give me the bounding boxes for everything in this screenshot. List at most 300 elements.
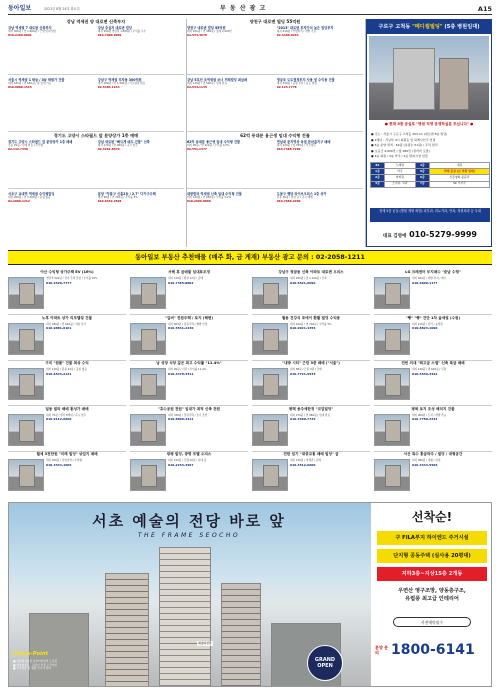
classified-ad-heading: 경기도 고양시 스타필드 앞 분양상가 1층 매매: [53, 133, 139, 138]
listing-item: [252, 316, 370, 361]
listing-heading: 전한 임기 "대중교통 매매 빌딩" 급: [283, 452, 339, 457]
listing-phone: 010-6600-1177: [412, 280, 438, 285]
listing-details: 대지 250평 연면적 1,600평 / 수익률 우수: [97, 30, 147, 34]
listing-item: [130, 407, 248, 452]
building-shape: [19, 420, 35, 442]
listing-heading: "길버" 전원주택 / 토지 (해변): [164, 315, 214, 320]
building-shape: [263, 374, 279, 396]
listing-phone: 02-3490-0234: [276, 32, 299, 37]
landmark-label: 예술의전당: [198, 640, 212, 645]
listing-item: [8, 270, 126, 315]
floor-tenant: 신흥영화 통증과: [429, 175, 489, 181]
listing-photo: [130, 368, 166, 400]
listing-title: 양천구 대로변 빌딩 55억원: [187, 26, 226, 31]
listing-title: 강남 대로변 "빠르게 매도 건물" 신축: [97, 140, 150, 145]
listing-heading: 광평 빌딩, 광명 모텔 오피스: [166, 452, 212, 457]
floor-label: 7층: [415, 181, 429, 187]
feature-bullet: ● 주소 : 서울시 구로구 고척동 253-11 (대로변 8층 빌딩): [371, 132, 448, 136]
listing-phone: 02-5484-1233: [97, 84, 120, 89]
listing-phone: 010-9880-1515: [8, 84, 32, 89]
vacancy-notice: ● 현재 5층 공실로 "병원 직영 운영하실분 모십니다" ●: [384, 122, 474, 126]
tower-building: [159, 547, 211, 687]
ad-info-panel: [371, 503, 492, 687]
floor-tenant: 노래방: [385, 163, 416, 169]
building-shape: [19, 329, 35, 351]
floor-label: 3층: [371, 181, 385, 187]
listings-grid: [8, 270, 492, 498]
issue-date: 2021년 8월 24일 화요일: [44, 7, 80, 11]
listing-text: [412, 414, 492, 422]
model-house-note: 사전예약필수: [393, 617, 471, 627]
feature-title-highlight: "메디컬빌딩": [412, 24, 443, 30]
sales-contact: [375, 633, 489, 681]
listing-title: 대한빌라 역세권 신축 임대 수익형 건물: [187, 192, 242, 196]
listing-heading: 평택 용주세한정 "코업빌딩": [288, 406, 334, 411]
listing-title: 경기도 고양시 스타필드 앞 분양상가 1층 매매: [8, 140, 73, 145]
listing-phone: 010-7365-8802: [168, 280, 194, 285]
listing-phone: 010-5541-2230: [168, 326, 194, 331]
listing-photo: [8, 459, 44, 491]
listing-phone: 010-7000-9001: [97, 32, 122, 37]
listing-details: 대지 140평 / 연 650평 / 수익률 5.2%: [187, 196, 232, 200]
floor-tenant: SK 기지국: [429, 181, 489, 187]
ad-headline: 서초 예술의 전당 바로 앞: [92, 512, 286, 530]
listing-details: 대지 160평 / 연 700평 / 수익률 5%: [290, 322, 332, 326]
building-shape: [385, 329, 401, 351]
listing-photo: [252, 459, 288, 491]
feature-bullet: ● 5층 분양 면적 : 62평 (실평수 51평) / 주차 편리: [371, 143, 438, 148]
floor-directory-table: [370, 162, 490, 188]
floor-label: 5층: [415, 169, 429, 175]
sales-contact-label: 분양 문의: [375, 645, 388, 655]
listing-details: 대지 180평 / 연 1,400평 / 리모델링 완료: [97, 82, 146, 86]
listing-phone: 010-2600-8860: [187, 198, 211, 203]
block-separator: [187, 131, 363, 132]
listing-title: "2013" 대로변 투자가치 높은 빌딩부지: [276, 26, 334, 31]
classified-listing: [98, 26, 184, 38]
listing-phone: 010-4512-6600: [290, 462, 316, 467]
building-shape: [393, 48, 435, 110]
classified-listing: [277, 26, 363, 38]
listing-phone: 02-533-1135: [187, 84, 207, 89]
listing-item: [130, 316, 248, 361]
floor-tenant: 현재 공실 (모 의원 임대): [429, 169, 489, 175]
listing-text: [412, 459, 492, 467]
listing-photo: [374, 414, 410, 446]
listing-text: [412, 323, 492, 331]
classified-listing: [187, 26, 273, 38]
listing-details: 대지 88평 / 근린 3층 / 급매: [290, 368, 322, 372]
listing-title: 영등포 도로결정부지 사용 및 수익용 건물: [276, 78, 335, 82]
listing-text: [46, 277, 126, 285]
classified-listing: [187, 192, 273, 204]
listing-photo: [374, 368, 410, 400]
grand-open-badge: GRAND OPEN: [307, 645, 343, 681]
listing-photo: [374, 323, 410, 355]
listing-details: 전용 36평 / 임대 중 / 즉시 매매: [276, 196, 313, 200]
listing-photo: [130, 459, 166, 491]
listing-details: 대지 130평 / 역세권 / 급매: [290, 459, 321, 463]
listing-phone: 010-2260-0001: [8, 32, 32, 37]
classified-ad-heading: 강남 역세권 양 대로변 신축부지: [66, 19, 126, 24]
listing-details: 대지 165평 / 연 650평 / 통 임대 가능: [8, 82, 52, 86]
listing-photo: [252, 277, 288, 309]
feature-bullet: ● 4층 의원 / 3층 약국 / 1층 편의시설 입점: [371, 154, 428, 159]
classified-ad-block: [8, 190, 184, 245]
block-separator: [8, 131, 184, 132]
feature-contact: [370, 226, 490, 244]
listing-item: [374, 316, 492, 361]
floor-label: 2층: [371, 175, 385, 181]
classified-listing: [187, 78, 273, 90]
floor-tenant: 약국: [385, 169, 416, 175]
listing-details: 대지 130평 / 연 590평 / 임대 완료: [187, 82, 227, 86]
classified-ad-block: [187, 76, 363, 131]
building-shape: [19, 465, 35, 487]
listing-item: [252, 361, 370, 406]
listing-details: 대지 520평 / 공장 부지 / 용도 변경: [276, 82, 317, 86]
listing-phone: 010-2520-7777: [46, 280, 72, 285]
listing-title: 서초구 교대역 역세권 수익형빌딩: [8, 192, 55, 196]
listing-item: [374, 361, 492, 406]
listing-photo: [252, 414, 288, 446]
check-point-title: Check-Point: [13, 651, 49, 657]
listing-title: 도봉구 행당 라이브오피스 1층 상가: [276, 192, 327, 196]
listing-details: 대지 220평 / 연 780평 / 리모델링: [276, 144, 316, 148]
feature-note-box: 현재 5층 공실 (병원 개원 희망) 피부과, 비뇨기과, 안과, 정형외과 등 우대: [370, 208, 490, 222]
listing-phone: 02-551-1377: [187, 146, 207, 151]
feature-bullet: ● 보증금 4,000만 / 월 280만 (관리비 포함): [371, 148, 430, 153]
listing-phone: 010-6543-2121: [46, 371, 72, 376]
listing-item: [374, 270, 492, 315]
listing-photo: [130, 323, 166, 355]
floor-tenant: 소아과, 치과: [385, 181, 416, 187]
listing-title: 강남구 역세권 투자용 300억원: [97, 78, 142, 82]
recommended-listings-banner: 동아일보 부동산 추천매물 (매주 화, 금 게재) 부동산 광고 문의 : 02-2058-1211: [8, 250, 492, 265]
listing-item: [130, 270, 248, 315]
classified-listing: [98, 192, 184, 204]
check-point-line: ■ 지하철 3호선 남부터미널역 도보권: [13, 659, 58, 664]
listing-divider: [130, 314, 248, 315]
listing-phone: 010-2233-4567: [168, 462, 194, 467]
classified-ad-block: [8, 19, 184, 74]
listing-item: [252, 452, 370, 497]
listing-divider: [8, 405, 126, 406]
column-divider: [365, 19, 366, 247]
listing-details: 대지 380평 / 대형 / 임대: [412, 459, 441, 463]
floor-label: 6층: [415, 175, 429, 181]
building-shape: [19, 374, 35, 396]
listing-text: [168, 459, 248, 467]
frame-seocho-ad: [8, 502, 492, 687]
listing-text: [412, 368, 492, 376]
listing-heading: 아산 수익형 상가주택 EV (16%): [40, 270, 94, 274]
listing-item: [8, 452, 126, 497]
listing-details: 대지 140평 / 연 620평 / 신축: [412, 368, 447, 372]
listing-heading: 월세 3천만원 "미래 빌딩" 상업지 매매: [36, 452, 98, 457]
listing-phone: 010-4478-3311: [168, 371, 194, 376]
listing-photo: [8, 277, 44, 309]
classified-listing: [8, 192, 94, 204]
listing-photo: [252, 368, 288, 400]
building-shape: [19, 283, 35, 305]
listing-divider: [252, 405, 370, 406]
listing-details: 대지 200평 / 연 1,100평 / 신축: [290, 277, 327, 280]
listing-phone: 010-6332-2504: [97, 198, 122, 203]
listing-item: [130, 361, 248, 406]
floor-label: B1: [371, 163, 385, 169]
classified-ad-block: [187, 190, 363, 245]
listing-details: 대지 210평 / 상가 / 숲세권: [412, 322, 443, 326]
listing-phone: 010-8823-1090: [412, 326, 438, 331]
listing-phone: 010-7789-2244: [412, 417, 438, 422]
listing-title: 강남 중심지 대로변 빌딩: [97, 26, 132, 31]
background-building: [29, 613, 89, 687]
listing-details: 대지 90평 / 연 410평 / 수익률 4.5%: [187, 144, 230, 148]
sales-phone: 1800-6141: [391, 642, 475, 658]
listing-details: 대지 150평 / 모텔 20실 / 임대 중: [168, 459, 207, 463]
listing-title: 분당 "꾸룡구 신흥2동 / 2,7" 다가구주택: [97, 192, 156, 196]
feature-ad-title: [367, 20, 491, 34]
check-point-line: ■ 예술의전당 · 우면산 인접 프리미엄: [13, 662, 58, 667]
listing-details: 대지 170평 / 연 960평 / 즉시 입주: [97, 144, 138, 148]
listing-phone: 02-2000-1212: [8, 198, 30, 203]
listing-text: [290, 459, 370, 467]
listing-details: 대지 200평 / 연 1,300평 / 공실 없음: [8, 196, 51, 200]
feature-description: [371, 587, 492, 603]
listing-item: [130, 452, 248, 497]
listing-divider: [252, 314, 370, 315]
listing-text: [46, 459, 126, 467]
masthead: [8, 5, 492, 15]
building-shape: [385, 420, 401, 442]
listing-details: 대지 180평 / 연 820평 / 저층 상가: [46, 322, 86, 326]
classified-listing: [8, 26, 94, 38]
listing-phone: 02-132-7350: [8, 146, 28, 151]
classified-ad-block: [187, 133, 363, 188]
listing-title: 서울시 역세권 1 학동 / 3동 학원가 건물: [8, 78, 65, 82]
listing-details: 대지 75평 / 빌라 8세대 / 즉시 입주: [46, 413, 87, 417]
listing-title: 62억 동대문 용근생 임대 수익형 건물: [187, 140, 241, 145]
listing-details: 전용 25평 / 임대 완료 / 수익형: [8, 144, 44, 148]
listing-title: 강남 5호선 초역세권 보너 거래빌딩 최급매: [187, 78, 248, 82]
listing-divider: [130, 405, 248, 406]
listing-phone: 010-7388-7290: [276, 146, 301, 151]
listing-details: 대지 98평 / 연 210평 / 수익률 5%: [97, 196, 138, 200]
listing-divider: [374, 314, 492, 315]
listing-divider: [8, 314, 126, 315]
listing-text: [46, 414, 126, 422]
classified-listing: [277, 78, 363, 90]
building-shape: [385, 283, 401, 305]
listing-heading: LG 크레센터 부지매수 "증남 수령": [405, 270, 461, 274]
listing-photo: [130, 414, 166, 446]
listing-title: 연남대 문지역상 독점 본마을지구 매매: [276, 140, 331, 145]
listing-heading: 노후 아파트 상가 리모델링 건물: [41, 315, 93, 320]
listing-column: [8, 270, 126, 498]
building-shape: [385, 465, 401, 487]
listing-text: [290, 277, 370, 285]
listing-text: [46, 368, 126, 376]
listing-heading: "내방 시티" 근린 3층 매매 ("서울"): [282, 361, 340, 366]
building-shape: [263, 420, 279, 442]
first-come-title: 선착순!: [411, 510, 453, 524]
listing-details: 대지 270평 / 연 980평 / 임대 완료: [290, 413, 330, 417]
listing-item: [252, 407, 370, 452]
listing-title: 강남 역세권 7 대로변 신축부지: [8, 26, 52, 31]
building-shape: [439, 58, 469, 110]
listing-item: [374, 407, 492, 452]
listing-heading: 월동 건강식 포에이 환활 빌딩 수익용: [281, 315, 341, 320]
listing-phone: 010-9881-0101: [46, 326, 72, 331]
listing-details: 대지 300평 / 연 1,000평 / 근생 임대 양호: [8, 30, 57, 34]
listing-heading: 구미 "원룸" 건물 최상 수익: [45, 361, 89, 366]
listing-details: 대지 105평 / 연 480평 / 월세 2,400만: [187, 30, 232, 34]
listing-text: [168, 414, 248, 422]
listing-phone: 010-3344-1005: [46, 462, 72, 467]
listing-text: [412, 277, 492, 285]
listing-phone: 010-9921-4455: [290, 326, 316, 331]
listing-details: 대지 900평 / 토지 / 개발 가능: [412, 413, 447, 417]
feature-line: 유럽풍 최고급 인테리어: [405, 596, 459, 602]
column-divider: [186, 19, 187, 247]
listing-phone: 02-123-7778: [276, 84, 297, 89]
listing-photo: [8, 323, 44, 355]
listing-text: [168, 277, 248, 285]
block-separator: [187, 188, 363, 189]
listing-item: [8, 407, 126, 452]
listing-text: [168, 368, 248, 376]
classified-ad-block: [8, 133, 184, 188]
feature-bullet: ● 2개년 : 서남부 4시 회원등 및 퇴계사인주 연결: [371, 137, 436, 142]
building-shape: [141, 283, 157, 305]
page-number: A15: [477, 5, 492, 13]
feature-box: 구 FILA부지 하이엔드 주거시설: [377, 531, 487, 545]
tower-building: [221, 583, 261, 687]
block-separator: [187, 74, 363, 75]
listing-photo: [374, 277, 410, 309]
listing-details: 대지 95평 / 식당 / 수익률 11.4%: [168, 368, 207, 372]
listing-phone: 010-5540-3322: [412, 371, 438, 376]
check-point-box: [13, 651, 123, 671]
listing-details: 대지 330평 / 전원주택 / 호수 조망: [168, 413, 208, 417]
listing-text: [46, 323, 126, 331]
listing-divider: [374, 405, 492, 406]
ad-subline: THE FRAME SEOCHO: [137, 532, 241, 539]
floor-tenant: 내과: [429, 163, 489, 169]
listing-heading: 전빈 의대 "회고급 스엘" 신축 특급 매매: [401, 361, 465, 366]
listing-phone: 010-7721-5533: [290, 371, 316, 376]
building-shape: [263, 283, 279, 305]
check-point-line: ■ 우수학군 및 생활 인프라 완비: [13, 666, 51, 671]
section-title: 부 동 산 광 고: [220, 5, 267, 12]
listing-details: 대지 410평 / 상업지역 / 개발 가능: [276, 30, 316, 34]
block-separator: [8, 74, 184, 75]
classified-listing: [8, 78, 94, 90]
building-shape: [263, 329, 279, 351]
contact-label: 대표 김영애: [383, 234, 407, 239]
classified-ad-heading: 양천구 대로변 빌딩 55억원: [249, 19, 301, 24]
listing-details: 대지 250평 / 상업지역 / 수익형: [46, 459, 82, 463]
block-separator: [8, 188, 184, 189]
feature-line: 우면산 영구조망, 양동층구조,: [398, 588, 466, 594]
listing-heading: 강남구 청담동 신축 아파트 대로변 오피스: [278, 270, 344, 274]
listing-photo: [374, 459, 410, 491]
listing-heading: 서산 특수 홍급라주 / 빌딩 / 대형공간: [403, 452, 463, 457]
building-shape: [141, 329, 157, 351]
listing-details: 대지 120평 / 원룸 24실 / 공실 없음: [46, 368, 87, 372]
feature-box: 단지형 공동주택 (실사용 20평대): [377, 549, 487, 563]
listing-phone: 010-8890-4411: [168, 417, 194, 422]
listing-heading: 일동 빌라 매매 통성가 매매: [45, 406, 89, 411]
building-photo: [369, 36, 489, 120]
classified-ad-block: [8, 76, 184, 131]
listing-text: [290, 414, 370, 422]
classified-listing: [98, 140, 184, 152]
floor-label: 4층: [415, 163, 429, 169]
listing-phone: 02-534-4970: [187, 32, 207, 37]
listing-text: [290, 368, 370, 376]
listing-phone: 02-3262-8570: [97, 146, 120, 151]
listing-details: 대지 500평 / 개발 부지 / 매수: [412, 277, 447, 280]
classified-ad-heading: 62억 동대문 용근생 임대 수익형 건물: [240, 133, 310, 138]
classified-listing: [98, 78, 184, 90]
listing-details: 대지 600평 / 전원주택 / 해변 인접: [168, 322, 208, 326]
contact-phone: 010-5279-9999: [409, 230, 477, 239]
building-shape: [141, 465, 157, 487]
building-shape: [141, 374, 157, 396]
listing-phone: 010-9112-6600: [46, 417, 72, 422]
classified-listing: [277, 140, 363, 152]
listing-item: [8, 361, 126, 406]
listing-details: 연면적 520평 / 상가·주택 혼합 / 수익률 16%: [46, 277, 98, 280]
listing-column: [130, 270, 248, 498]
listing-item: [374, 452, 492, 497]
listing-column: [374, 270, 492, 498]
floor-tenant: 한의원: [385, 175, 416, 181]
listing-item: [252, 270, 370, 315]
building-shape: [263, 465, 279, 487]
listing-heading: 남 성장 식당 같은 최고 수익률 "11.4%": [156, 361, 222, 366]
listing-heading: "빵" "빵" 건단 1차 숲세권 (수원): [405, 315, 461, 320]
listing-phone: 010-7650-2200: [276, 198, 301, 203]
building-shape: [385, 374, 401, 396]
listing-details: 대지 410평 / 펜션 12실 / 급매: [168, 277, 203, 280]
building-shape: [141, 420, 157, 442]
listing-heading: "호수공원 전원" 임대가 최적 신축 전원: [157, 406, 221, 411]
classified-listing: [277, 192, 363, 204]
listing-text: [290, 323, 370, 331]
listing-item: [8, 316, 126, 361]
classified-listing: [187, 140, 273, 152]
listing-text: [168, 323, 248, 331]
floor-row: [371, 181, 490, 187]
listing-column: [252, 270, 370, 498]
listing-photo: [130, 277, 166, 309]
feature-title-location: 구로구 고척동: [378, 24, 411, 30]
top-classifieds: [8, 19, 492, 247]
listing-heading: 평북 토지 조성 배치지 건물: [411, 406, 455, 411]
floor-label: 1층: [371, 169, 385, 175]
feature-box: 지하3층~지상15층 2개동: [377, 567, 487, 581]
newspaper-logo: 동아일보: [8, 5, 32, 12]
listing-phone: 010-5521-0090: [290, 280, 316, 285]
feature-title-note: (5층 병원임대): [444, 24, 480, 30]
listing-photo: [8, 414, 44, 446]
classified-listing: [8, 140, 94, 152]
classified-ad-block: [187, 19, 363, 74]
listing-heading: 서해 휴 급매물 임대료조정: [168, 270, 210, 274]
